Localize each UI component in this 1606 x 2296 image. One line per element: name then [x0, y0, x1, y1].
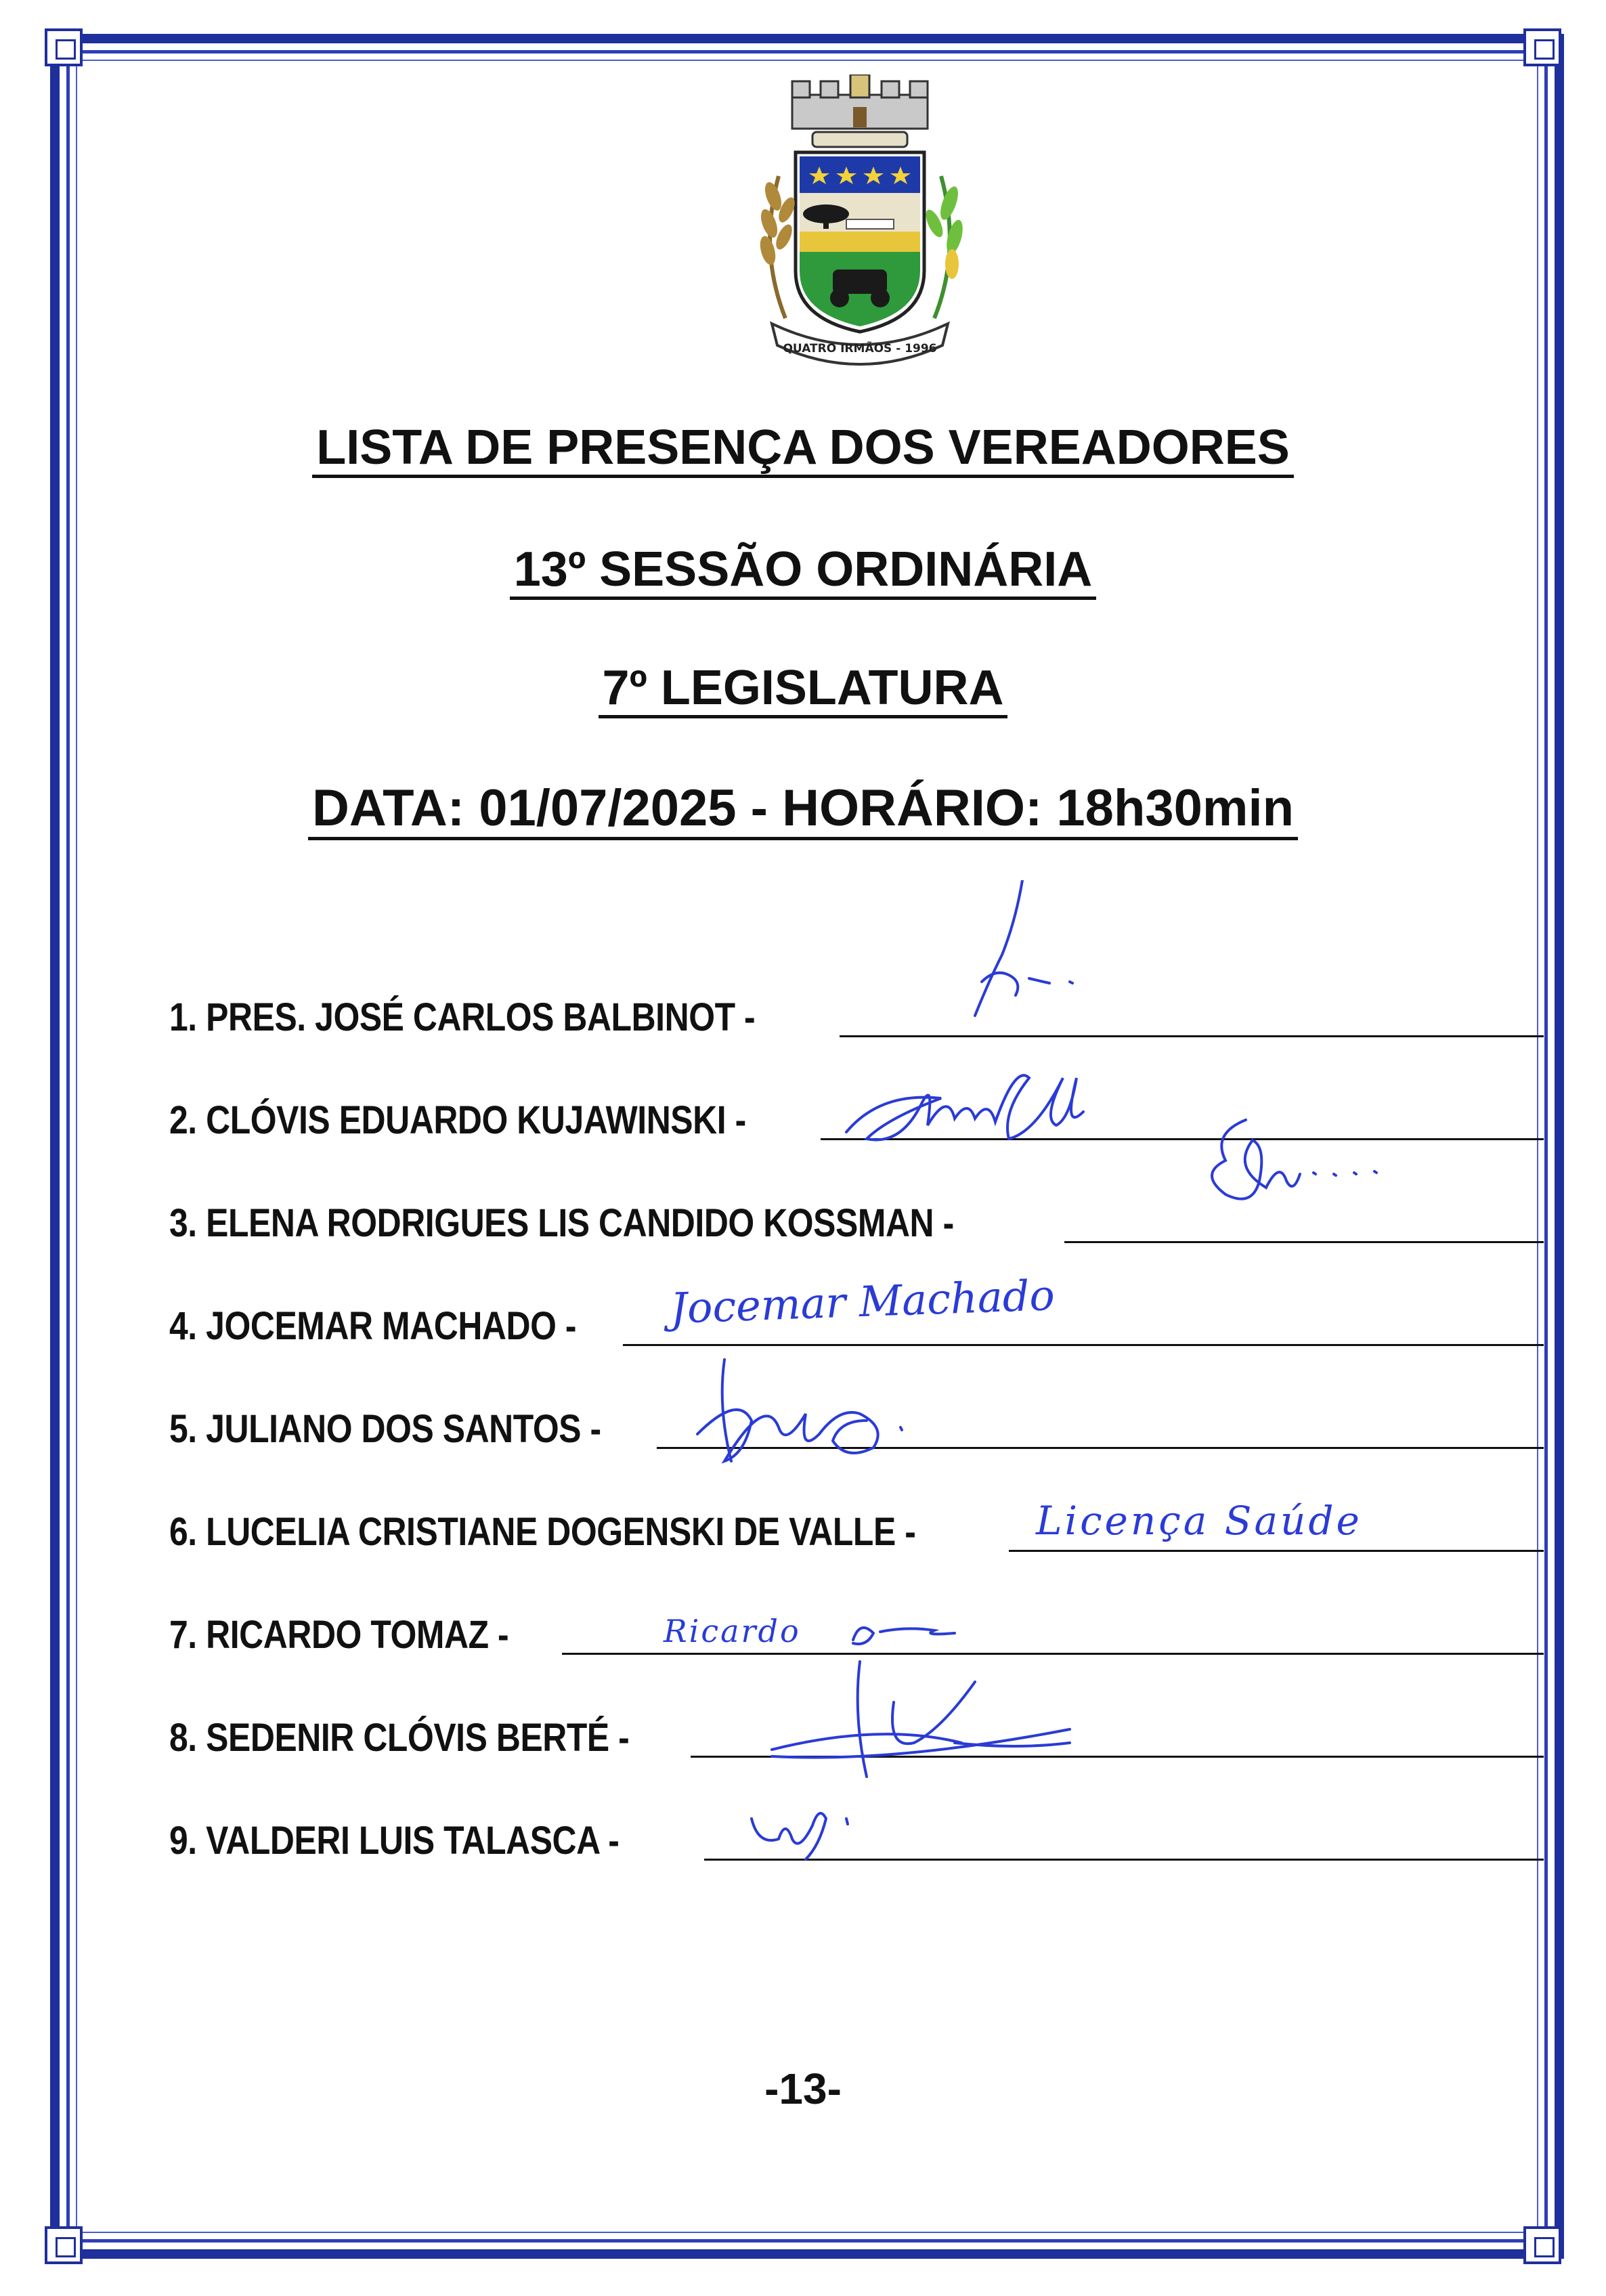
border-corner-top-left: [45, 28, 83, 66]
municipal-coat-of-arms: [731, 74, 989, 379]
attendee-name: 3. ELENA RODRIGUES LIS CANDIDO KOSSMAN -: [169, 1201, 954, 1245]
signature-line[interactable]: [623, 1344, 1544, 1346]
border-corner-bottom-left: [45, 2226, 83, 2264]
attendee-name: 8. SEDENIR CLÓVIS BERTÉ -: [169, 1716, 630, 1760]
signature-line[interactable]: [1009, 1550, 1544, 1552]
signature-4: Jocemar Machado: [669, 1270, 1056, 1333]
border-corner-top-right: [1523, 28, 1561, 66]
attendee-name: 7. RICARDO TOMAZ -: [169, 1613, 509, 1657]
attendee-name: 2. CLÓVIS EDUARDO KUJAWINSKI -: [169, 1098, 746, 1142]
crest-motto: QUATRO IRMÃOS - 1996: [783, 342, 937, 355]
signature-3: [1185, 1106, 1415, 1242]
attendee-name: 1. PRES. JOSÉ CARLOS BALBINOT -: [169, 995, 756, 1039]
attendee-name: 4. JOCEMAR MACHADO -: [169, 1304, 577, 1348]
sick-leave-note: Licença Saúde: [1036, 1498, 1362, 1544]
attendance-row-5: [169, 1387, 1544, 1454]
attendance-row-8: [169, 1695, 1544, 1763]
signature-1: [948, 880, 1097, 1036]
signature-7-flourish: [846, 1613, 982, 1653]
signature-7: Ricardo: [664, 1613, 801, 1649]
attendance-row-4: [169, 1270, 1544, 1351]
attendance-row-1: [169, 975, 1544, 1043]
attendee-name: 9. VALDERI LUIS TALASCA -: [169, 1819, 620, 1863]
attendance-row-3: [169, 1181, 1544, 1249]
signature-2: [840, 1037, 1097, 1173]
session-heading-text: 13º SESSÃO ORDINÁRIA: [510, 542, 1096, 600]
document-title: [0, 420, 1606, 475]
legislature-heading: [0, 660, 1606, 716]
document-title-text: LISTA DE PRESENÇA DOS VEREADORES: [312, 420, 1294, 478]
session-heading: [0, 542, 1606, 597]
signature-5: [684, 1353, 928, 1488]
attendee-name: 5. JULIANO DOS SANTOS -: [169, 1407, 601, 1451]
date-time-heading: [0, 779, 1606, 838]
date-time-heading-text: DATA: 01/07/2025 - HORÁRIO: 18h30min: [308, 779, 1298, 840]
attendee-name: 6. LUCELIA CRISTIANE DOGENSKI DE VALLE -: [169, 1510, 916, 1554]
attendance-row-6: [169, 1490, 1544, 1557]
page-number: -13-: [764, 2064, 842, 2113]
attendance-row-9: [169, 1798, 1544, 1866]
signature-8: [758, 1648, 1077, 1783]
legislature-heading-text: 7º LEGISLATURA: [599, 661, 1008, 718]
signature-9: [738, 1792, 873, 1866]
border-corner-bottom-right: [1523, 2226, 1561, 2264]
